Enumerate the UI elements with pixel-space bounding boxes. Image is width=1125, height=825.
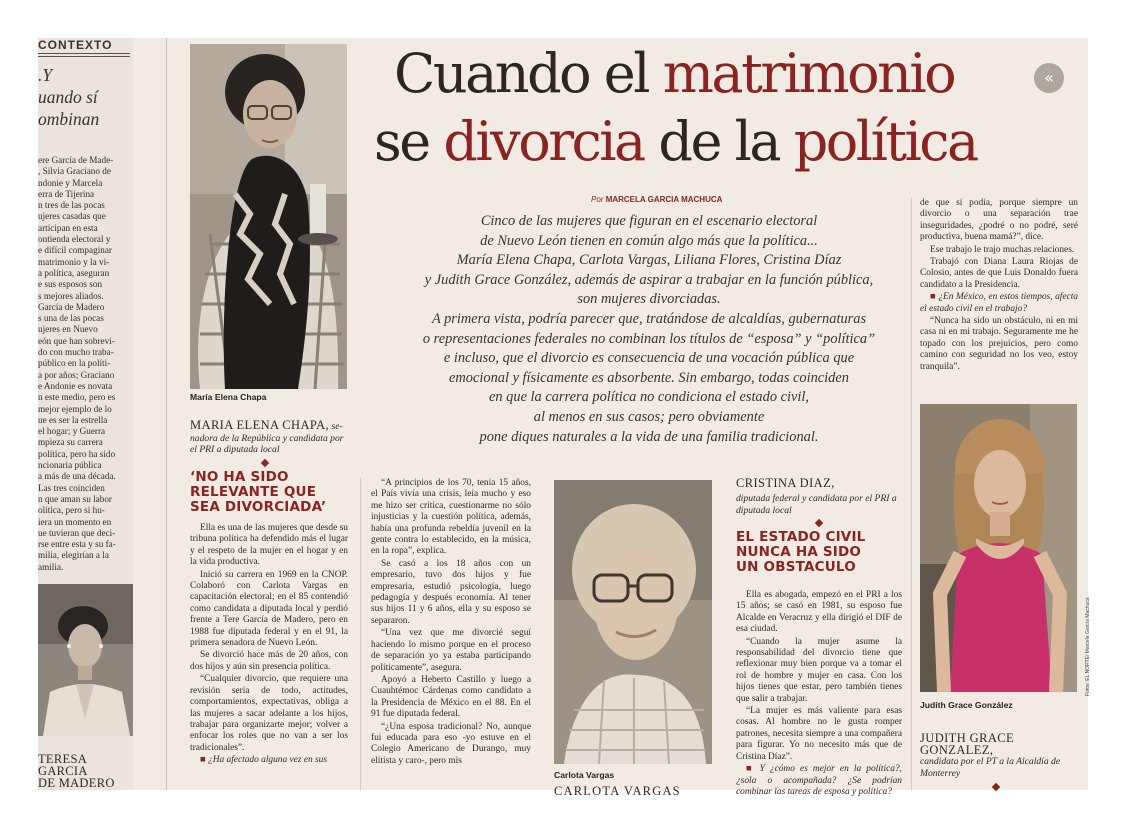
- context-divider: [166, 38, 167, 790]
- context-body-line: ontienda electoral y: [38, 234, 111, 245]
- context-body-line: ndonie y Marcela: [38, 177, 103, 188]
- vargas-paragraph: Se casó a los 18 años con un empresario, tuvo dos hijos y fue empresaria, estudió psicología, luego pedagogía y después economía. Al tener sus hijos 11 y 6 años, ella y su esposo se separaron.: [371, 558, 531, 626]
- context-title-line: uando sí: [38, 87, 98, 107]
- chapa-diamond: [261, 458, 269, 466]
- intro-line: son mujeres divorciadas.: [577, 291, 721, 308]
- carlota-vargas-photo: [554, 480, 712, 764]
- context-body-line: e sus esposos son: [38, 279, 103, 290]
- intro-block: [374, 212, 924, 447]
- context-body-line: , Silvia Graciano de: [38, 166, 111, 177]
- context-body-line: Las tres coinciden: [38, 482, 105, 493]
- headline-part: divorcia: [443, 110, 644, 173]
- vargas-body: [371, 478, 531, 790]
- diaz-paragraph: “La mujer es más valiente para esas cosas. Al hombre no le gusta romper patrones, necesita siempre a una compañera para figurar. Yo no necesito más que de Cristina Díaz”.: [736, 706, 902, 762]
- context-body-line: ncionaria pública: [38, 460, 102, 471]
- context-body-line: s mejores aliados.: [38, 290, 104, 301]
- context-body-line: s una de las pocas: [38, 313, 104, 324]
- judith-grace-gonzalez-photo: [920, 404, 1077, 692]
- judith-grace-gonzalez-portrait: [920, 404, 1077, 692]
- intro-line: y Judith Grace González, además de aspirar a trabajar en la función pública,: [424, 271, 874, 288]
- headline-part: matrimonio: [662, 42, 955, 105]
- context-body-line: rse entre esta y su fa-: [38, 539, 116, 550]
- vargas-bottom-name: CARLOTA VARGAS: [554, 784, 681, 798]
- context-body-line: do con mucho traba-: [38, 347, 114, 358]
- context-body-line: a por años; Graciano: [38, 369, 115, 380]
- teresa-garcia-portrait: [38, 584, 133, 736]
- context-body-line: ujeres en Nuevo: [38, 324, 98, 335]
- context-label: CONTEXTO: [38, 38, 113, 52]
- gonzalez-top-text: [920, 198, 1078, 388]
- context-body-line: matrimonio y la vi-: [38, 256, 110, 267]
- teresa-name-line: GARCIA: [38, 764, 88, 778]
- intro-line: emocional y físicamente es absorbente. Sin embargo, todas coinciden: [449, 369, 849, 386]
- context-body-line: e difícil compaginar: [38, 245, 112, 256]
- context-title: [38, 64, 99, 130]
- context-body-line: política, pero ha sido: [38, 448, 116, 459]
- gonzalez-header: [920, 732, 1078, 779]
- headline: [374, 40, 1074, 176]
- teresa-garcia-photo: [38, 584, 133, 736]
- gonzalez-caption: Judith Grace González: [920, 700, 1013, 710]
- context-body-line: público en la políti-: [38, 358, 111, 369]
- diaz-header: [736, 476, 902, 575]
- teresa-name: [38, 753, 115, 789]
- headline-part: de la: [643, 110, 794, 173]
- vargas-paragraph: “A principios de los 70, tenía 15 años, el País vivía una crisis, leía mucho y eso me hizo ser crítica, cuestionarme no sólo injusticias y la cuestión política, además, había una profunda rebeldía juvenil en la gente contra lo establecido, en la música, en la ropa”, explica.: [371, 478, 531, 557]
- teresa-name-line: TERESA: [38, 752, 88, 766]
- context-sidebar: [38, 38, 133, 790]
- gonzalez-name-line1: JUDITH GRACE: [920, 731, 1015, 745]
- context-body-line: el hogar; y Guerra: [38, 426, 106, 437]
- context-body-line: a política, aseguran: [38, 267, 110, 278]
- context-body-line: eón que han sobrevi-: [38, 335, 115, 346]
- context-body-line: n tres de las pocas: [38, 200, 105, 211]
- diaz-body: [736, 590, 902, 797]
- gonzalez-role: candidata por el PT a la Alcaldía de Monterrey: [920, 756, 1061, 779]
- context-title-line: .Y: [38, 65, 53, 85]
- vargas-paragraph: “¿Una esposa tradicional? No, aunque fui educada para eso -yo estuve en el Colegio Americano de Durango, muy elitista y caro-, pero mis: [371, 721, 531, 766]
- context-body-line: ere García de Made-: [38, 155, 114, 165]
- intro-line: en que la carrera política no condiciona el estado civil,: [489, 389, 809, 406]
- intro-line: María Elena Chapa, Carlota Vargas, Liliana Flores, Cristina Díaz: [456, 252, 842, 269]
- byline-prefix: Por: [591, 195, 604, 204]
- vargas-paragraph: Apoyó a Heberto Castillo y luego a Cuauhtémoc Cárdenas como candidato a la Presidencia de México en el 88. En el 91 fue diputada federal.: [371, 674, 531, 720]
- context-title-line: ombinan: [38, 109, 100, 129]
- maria-elena-chapa-photo: [190, 44, 347, 389]
- gonzalez-question: ■ ¿En México, en estos tiempos, afecta el estado civil en el trabajo?: [920, 292, 1078, 315]
- context-body-line: iera un momento en: [38, 516, 112, 527]
- diaz-paragraph: Ella es abogada, empezó en el PRI a los 15 años; se casó en 1981, su esposo fue Alcalde en Veracruz y ella dirigió el DIF de esa ciudad.: [736, 590, 902, 635]
- gonzalez-paragraph: Ese trabajo le trajo muchas relaciones.: [930, 244, 1075, 255]
- diaz-diamond: [815, 519, 823, 527]
- chapa-body: [190, 523, 348, 777]
- chapa-subhead: ‘NO HA SIDO RELEVANTE QUE SEA DIVORCIADA’: [190, 468, 327, 515]
- chapa-paragraph: Ella es una de las mujeres que desde su tribuna política ha defendido más el lugar y el respeto de la mujer en el hogar y en la vida productiva.: [190, 523, 348, 568]
- gonzalez-diamond: [992, 783, 1000, 791]
- context-body-line: n este medio, pero es: [38, 392, 116, 403]
- context-body-line: mejor ejemplo de lo: [38, 403, 112, 414]
- intro-line: de Nuevo León tienen en común algo más que la política...: [480, 232, 818, 249]
- intro-line: Cinco de las mujeres que figuran en el escenario electoral: [480, 213, 818, 229]
- gonzalez-paragraph: Trabajó con Diana Laura Riojas de Colosio, antes de que Luis Donaldo fuera candidato a la Presidencia.: [920, 257, 1078, 290]
- chapa-name-role: [190, 420, 348, 456]
- context-body-line: olítica, pero si hu-: [38, 505, 105, 516]
- intro-line: A primera vista, podría parecer que, tratándose de alcaldías, gubernaturas: [431, 310, 867, 327]
- context-body-line: ue es ser la estrella: [38, 414, 108, 425]
- gonzalez-answer: “Nunca ha sido un obstáculo, ni en mi casa ni en mi trabajo. Seguramente me he topado con los prejuicios, pero como camino con seguridad no los veo, estoy tranquila”.: [920, 316, 1078, 372]
- headline-part: política: [793, 110, 977, 173]
- byline: [591, 195, 722, 204]
- context-body: [38, 155, 133, 585]
- diaz-role: diputada federal y candidata por el PRI a diputada local: [736, 493, 897, 516]
- intro-line: e incluso, que el divorcio es consecuencia de una vocación pública que: [443, 350, 855, 367]
- chapa-role-a: se-: [329, 421, 343, 432]
- headline-part: se: [374, 110, 444, 173]
- context-body-line: ujeres casadas que: [38, 211, 106, 222]
- context-body-line: articipan en esta: [38, 222, 98, 233]
- intro-line: pone diques naturales a la vida de una familia tradicional.: [479, 428, 819, 445]
- context-body-line: mpieza su carrera: [38, 437, 103, 448]
- chapa-question: ■ ¿Ha afectado alguna vez en sus: [190, 755, 348, 766]
- share-icon[interactable]: «: [1034, 63, 1064, 93]
- vargas-caption: Carlota Vargas: [554, 770, 615, 780]
- column-rule: [360, 478, 361, 790]
- chapa-header: [190, 420, 348, 515]
- chapa-paragraph: Se divorció hace más de 20 años, con dos hijos y aún sin presencia política.: [190, 650, 348, 672]
- chapa-caption: María Elena Chapa: [190, 392, 267, 402]
- gonzalez-paragraph: de que sí podía, porque siempre un divorcio o una separación trae inseguridades, ¿podré o no podré, seré productiva, buena mamá?”, dice.: [920, 198, 1078, 243]
- vargas-paragraph: “Una vez que me divorcié seguí haciendo lo mismo porque en el proceso de separación yo ya estaba participando políticamente”, asegura.: [371, 628, 531, 673]
- teresa-name-line: DE MADERO: [38, 776, 115, 790]
- maria-elena-chapa-portrait: [190, 44, 347, 389]
- carlota-vargas-portrait: [554, 480, 712, 764]
- headline-part: Cuando el: [394, 42, 663, 105]
- diaz-question: ■ Y ¿cómo es mejor en la política?, ¿sola o acompañada? ¿Se podrían combinar las tareas de esposa y política?: [736, 764, 902, 798]
- context-body-line: ue tuvieran que deci-: [38, 527, 116, 538]
- chapa-paragraph: “Cualquier divorcio, que requiere una revisión seria de todo, actitudes, comportamientos, expectativas, obliga a las mujeres a sacar adelante a los hijos, trabajar para organizarte mejor; volver a enfocar los roles que no van a ser los tradicionales”.: [190, 674, 348, 753]
- context-body-line: e Andonie es novata: [38, 380, 113, 391]
- newspaper-page: [38, 38, 1091, 798]
- gonzalez-name-line2: GONZALEZ,: [920, 743, 994, 757]
- context-body-line: n que aman su labor: [38, 493, 112, 504]
- headline-line-2: [374, 108, 1074, 176]
- context-body-line: milia, elegirían a la: [38, 550, 109, 561]
- column-rule: [911, 198, 912, 790]
- headline-line-1: [374, 40, 1074, 108]
- context-body-line: amilia.: [38, 561, 64, 572]
- context-body-line: erra de Tijerina: [38, 188, 95, 199]
- chapa-paragraph: Inició su carrera en 1969 en la CNOP. Colaboró con Carlota Vargas en capacitación electoral; en el 85 contendió como candidata a diputada local y perdió frente a Tere García de Madero, pero en 1988 fue diputada federal y en el 91, la primera senadora de Nuevo León.: [190, 569, 348, 649]
- context-body-line: García de Madero: [38, 301, 105, 312]
- diaz-name: CRISTINA DIAZ,: [736, 476, 835, 490]
- intro-line: o representaciones federales no combinan los títulos de “esposa” y “política”: [422, 330, 876, 347]
- context-body-line: a más de una década.: [38, 471, 116, 482]
- diaz-paragraph: “Cuando la mujer asume la responsabilidad del divorcio tiene que reflexionar muy bien porque va a tomar el rol de hombre y mujer en casa. Con los hijos tienes que estar, pero también tienes que salir a trabajar.: [736, 636, 902, 704]
- diaz-subhead: EL ESTADO CIVIL NUNCA HA SIDO UN OBSTACULO: [736, 529, 866, 575]
- chapa-name: MARIA ELENA CHAPA,: [190, 418, 330, 432]
- context-rule: [38, 53, 130, 57]
- byline-author: MARCELA GARCIA MACHUCA: [605, 195, 723, 204]
- chapa-role-b: nadora de la República y candidata por el PRI a diputada local: [190, 432, 344, 455]
- intro-line: al menos en sus casos; pero obviamente: [533, 408, 765, 425]
- photo-credit: Fotos: EL NORTE/ Marcela García Machuca: [1085, 597, 1091, 696]
